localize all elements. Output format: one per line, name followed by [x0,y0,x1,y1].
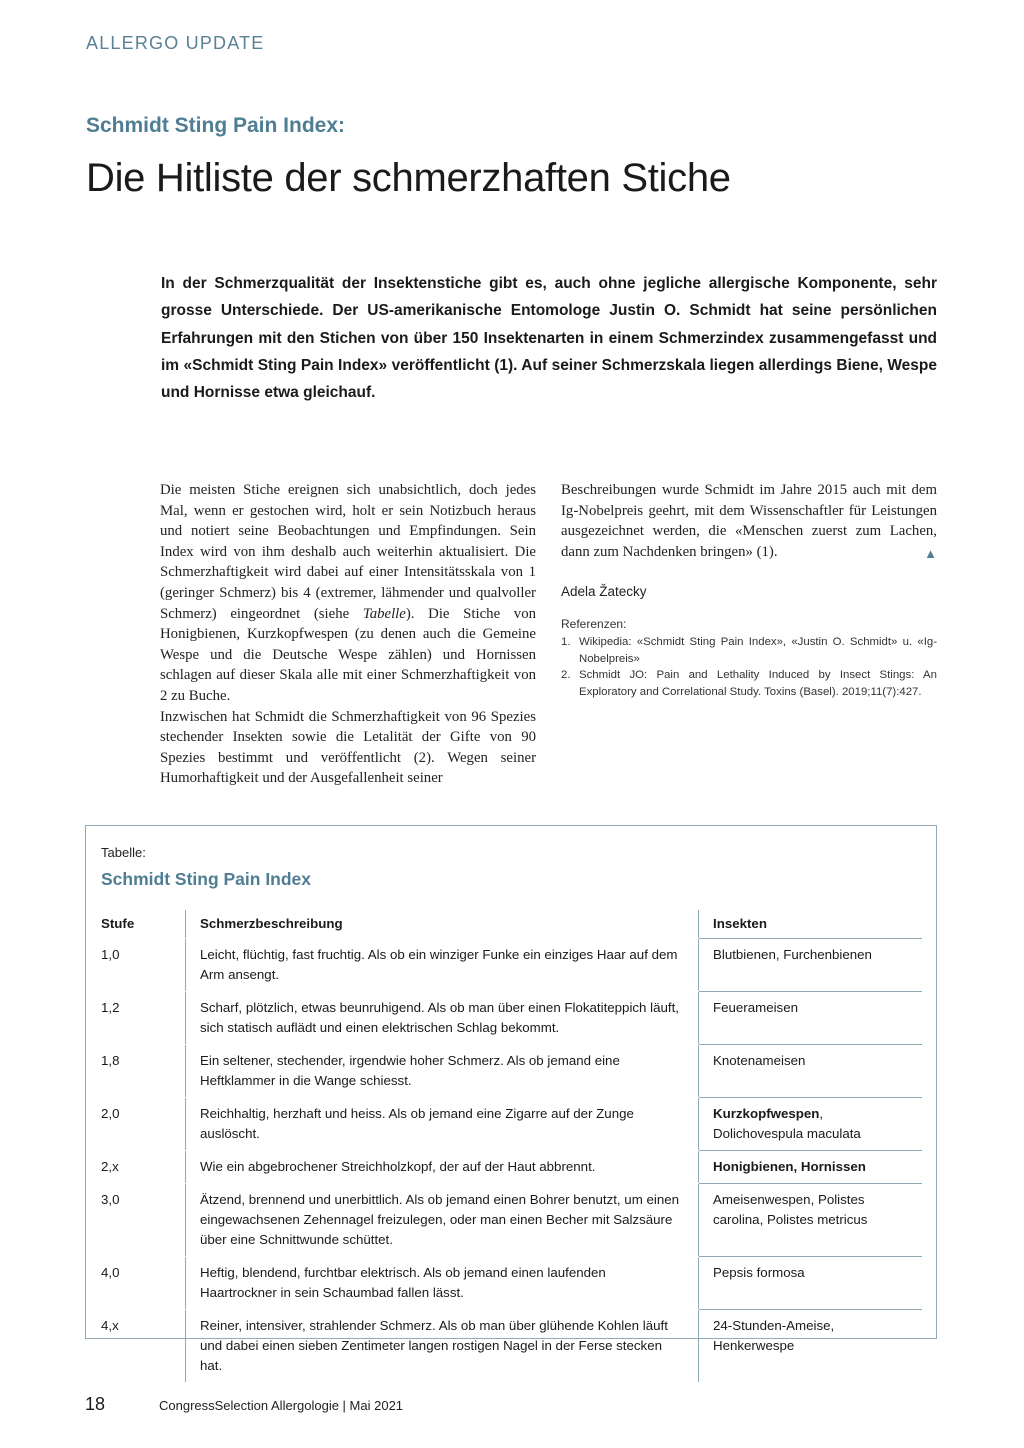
cell-insects [699,992,923,1045]
table-reference: Tabelle [362,605,406,622]
insects-text: Pepsis formosa [713,1265,805,1280]
section-label: ALLERGO UPDATE [86,33,265,53]
header-stufe: Stufe [101,916,135,931]
article-kicker: Schmidt Sting Pain Index: [86,114,346,137]
lead-paragraph: In der Schmerzqualität der Insektenstiche gibt es, auch ohne jegliche allergische Komponente, sehr grosse Unterschiede. Der US-amerikanische Entomologe Justin O. Schmidt hat seine persönlichen Erfahrungen mit den Stichen von über 150 Insektenarten in einem Schmerzindex zusammengefasst und im «Schmidt Sting Pain Index» veröffentlicht (1). Auf seiner Schmerzskala liegen allerdings Biene, Wespe und Hornisse etwa gleichauf. [161,275,937,402]
cell-description: Wie ein abgebrochener Streichholzkopf, der auf der Haut abbrennt. [186,1151,699,1184]
cell-level: 1,8 [101,1053,120,1068]
references-title: Referenzen: [561,617,627,631]
body-paragraph-2-continued: Beschreibungen wurde Schmidt im Jahre 2015 auch mit dem Ig-Nobelpreis geehrt, mit dem Wissenschaftler für Leistungen ausgezeichnet werden, die «Menschen zuerst zum Lachen, dann zum Nachdenken bringen» (1). ▲ [561,480,937,562]
table-row [101,1257,922,1310]
cell-insects [699,1257,923,1310]
page-number: 18 [85,1394,106,1414]
insects-text: , Dolichovespula maculata [713,1106,861,1141]
table-header-row [101,910,922,939]
cell-description: Heftig, blendend, furchtbar elektrisch. Als ob jemand einen laufenden Haartrockner in sein Schaumbad fallen lässt. [186,1257,699,1310]
insects-text: Blutbienen, Furchenbienen [713,947,872,962]
cell-description: Leicht, flüchtig, fast fruchtig. Als ob ein winziger Funke ein einziges Haar auf dem Arm ansengt. [186,939,699,992]
cell-description: Reichhaltig, herzhaft und heiss. Als ob jemand eine Zigarre auf der Zunge auslöscht. [186,1098,699,1151]
table-label: Tabelle: [101,845,146,860]
cell-level: 1,0 [101,947,120,962]
publication-footer: CongressSelection Allergologie | Mai 2021 [159,1398,404,1413]
cell-insects [699,939,923,992]
pain-index-table-box [85,825,937,1373]
body-paragraph-2: Inzwischen hat Schmidt die Schmerzhaftigkeit von 96 Spezies stechender Insekten sowie die Letalität der Gifte von 90 Spezies bestimmt und veröffentlicht (2). Wegen seiner Humorhaftigkeit und der Ausgefallenheit seiner [160,708,536,787]
cell-level: 4,x [101,1318,119,1333]
table-row [101,939,922,992]
table-row [101,1151,922,1184]
table-row [101,1045,922,1098]
table-row [101,992,922,1045]
table-row [101,1098,922,1151]
cell-description: Ätzend, brennend und unerbittlich. Als ob jemand einen Bohrer benutzt, um einen eingewachsenen Zehennagel freizulegen, oder man einen Becher mit Salzsäure über eine Schnittwunde schüttet. [186,1184,699,1257]
insects-text: Ameisenwespen, Polistes carolina, Polistes metricus [713,1192,868,1227]
pain-index-table [101,910,922,1382]
cell-insects [699,1184,923,1257]
cell-insects [699,1310,923,1383]
insects-text: Feuerameisen [713,1000,798,1015]
insects-highlight: Honigbienen, Hornissen [713,1159,866,1174]
reference-item: 2. Schmidt JO: Pain and Lethality Induced by Insect Stings: An Exploratory and Correlational Study. Toxins (Basel). 2019;11(7):427. [561,669,937,698]
insects-highlight: Kurzkopfwespen [713,1106,820,1121]
references-list [561,634,937,700]
header-schmerzbeschreibung: Schmerzbeschreibung [186,910,699,939]
body-column-1 [160,480,536,789]
body-column-2 [561,480,937,564]
cell-description: Scharf, plötzlich, etwas beunruhigend. Als ob man über einen Flokatiteppich läuft, sich statisch auflädt und einen elektrischen Schlag bekommt. [186,992,699,1045]
end-of-article-icon: ▲ [924,545,937,561]
table-title: Schmidt Sting Pain Index [101,869,312,889]
cell-description: Reiner, intensiver, strahlender Schmerz. Als ob man über glühende Kohlen läuft und dabei einen sieben Zentimeter langen rostigen Nagel in der Ferse stecken hat. [186,1310,699,1383]
table-row [101,1310,922,1383]
cell-insects [699,1151,923,1184]
cell-level: 2,x [101,1159,119,1174]
body-paragraph-1: Die meisten Stiche ereignen sich unabsichtlich, doch jedes Mal, wenn er gestochen wird, holt er sein Notizbuch heraus und notiert seine Beobachtungen und Empfindungen. Sein Index wird von ihm deshalb auch weiterhin aktualisiert. Die Schmerzhaftigkeit wird dabei auf einer Intensitätsskala von 1 (geringer Schmerz) bis 4 (extremer, lähmender und qualvoller Schmerz) eingeordnet (siehe Tabelle). Die Stiche von Honigbienen, Kurzkopfwespen (zu denen auch die Gemeine Wespe und die Deutsche Wespe zählen) und Hornissen schlagen auf dieser Skala alle mit einer Schmerzhaftigkeit von 2 zu Buche. [160,482,536,704]
cell-level: 1,2 [101,1000,120,1015]
cell-insects [699,1098,923,1151]
header-insekten: Insekten [699,910,923,939]
cell-level: 4,0 [101,1265,120,1280]
cell-insects [699,1045,923,1098]
cell-level: 2,0 [101,1106,120,1121]
cell-level: 3,0 [101,1192,120,1207]
cell-description: Ein seltener, stechender, irgendwie hoher Schmerz. Als ob jemand eine Heftklammer in die Wange schiesst. [186,1045,699,1098]
author-name: Adela Žatecky [561,584,647,599]
insects-text: 24-Stunden-Ameise, Henkerwespe [713,1318,835,1353]
reference-item: 1. Wikipedia: «Schmidt Sting Pain Index», «Justin O. Schmidt» u. «Ig-Nobelpreis» [561,636,937,665]
table-row [101,1184,922,1257]
article-title: Die Hitliste der schmerzhaften Stiche [86,156,731,200]
insects-text: Knotenameisen [713,1053,806,1068]
